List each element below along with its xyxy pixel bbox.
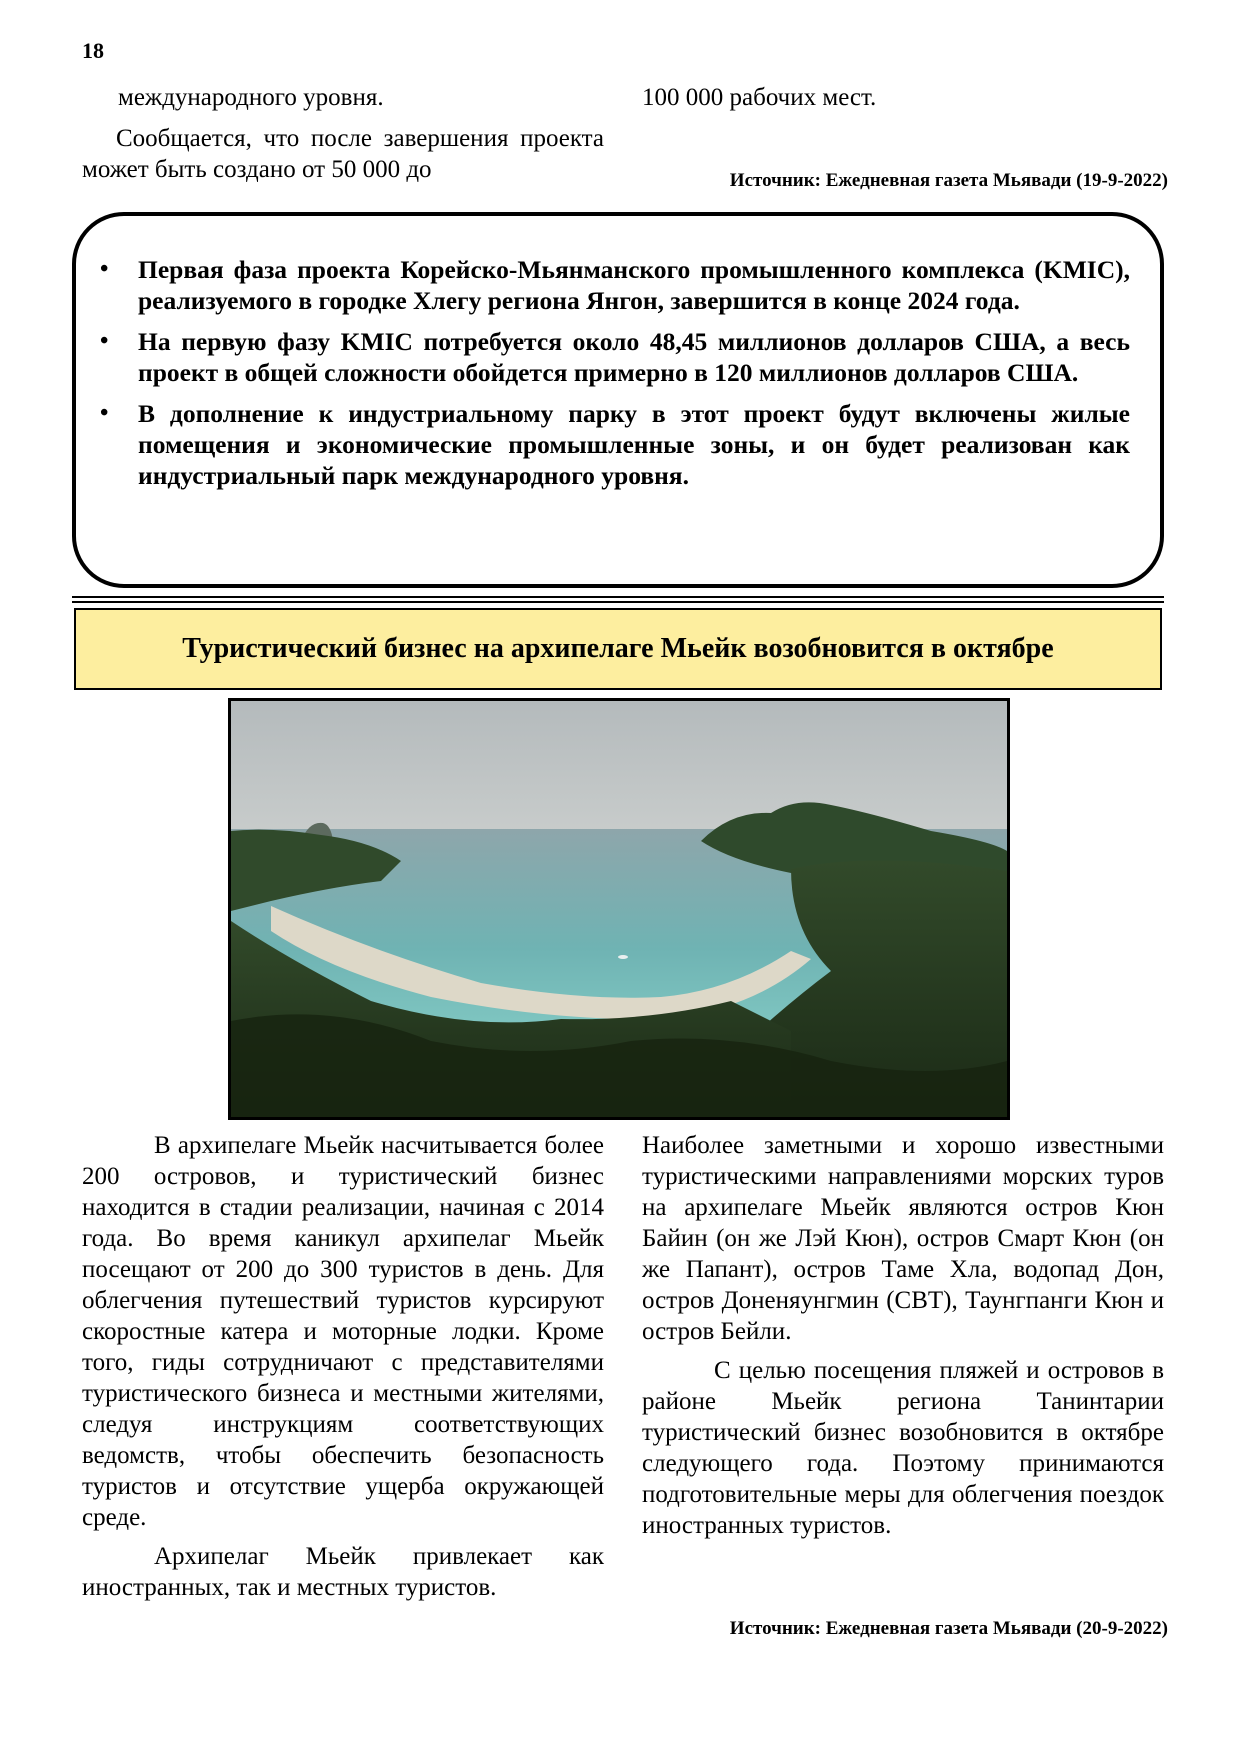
article-right-column [642, 1130, 1164, 1541]
summary-bullet: • На первую фазу KMIC потребуется около 48,45 миллионов долларов США, а весь проект в общей сложности обойдется примерно в 120 миллионов долларов США. [138, 326, 1130, 388]
article-headline-banner [74, 608, 1162, 690]
paragraph: 100 000 рабочих мест. [642, 84, 877, 111]
summary-bullet-list [76, 216, 1160, 491]
island-bay-photo [228, 698, 1010, 1120]
prev-article-left-column [82, 82, 604, 185]
page-number: 18 [82, 38, 104, 63]
article-source: Источник: Ежедневная газета Мьявади (20-9-2022) [729, 1618, 1168, 1639]
paragraph: международного уровня. [118, 84, 384, 111]
paragraph: Сообщается, что после завершения проекта может быть создано от 50 000 до [82, 125, 604, 183]
article-left-column [82, 1130, 604, 1603]
paragraph: Наиболее заметными и хорошо известными туристическими направлениями морских туров на архипелаге Мьейк являются остров Кюн Байин (он же Лэй Кюн), остров Смарт Кюн (он же Папант), остров Таме Хла, водопад Дон, остров Доненяунгмин (CBT), Таунгпанги Кюн и остров Бейли. [642, 1132, 1164, 1345]
prev-article-source: Источник: Ежедневная газета Мьявади (19-9-2022) [729, 170, 1168, 191]
prev-article-right-column [642, 82, 1164, 113]
article-headline: Туристический бизнес на архипелаге Мьейк возобновится в октябре [182, 633, 1054, 664]
divider-rule [72, 601, 1164, 603]
summary-bullet: • Первая фаза проекта Корейско-Мьянманского промышленного комплекса (KMIC), реализуемого в городке Хлегу региона Янгон, завершится в конце 2024 года. [138, 254, 1130, 316]
summary-box [72, 212, 1164, 588]
paragraph: С целью посещения пляжей и островов в районе Мьейк региона Танинтарии туристический бизнес возобновится в октябре следующего года. Поэтому принимаются подготовительные меры для облегчения поездок иностранных туристов. [642, 1357, 1164, 1539]
paragraph: В архипелаге Мьейк насчитывается более 200 островов, и туристический бизнес находится в стадии реализации, начиная с 2014 года. Во время каникул архипелаг Мьейк посещают от 200 до 300 туристов в день. Для облегчения путешествий туристов курсируют скоростные катера и моторные лодки. Кроме того, гиды сотрудничают с представителями туристического бизнеса и местными жителями, следуя инструкциям соответствующих ведомств, чтобы обеспечить безопасность туристов и отсутствие ущерба окружающей среде. [82, 1132, 604, 1531]
divider-rule [72, 596, 1164, 598]
summary-bullet: • В дополнение к индустриальному парку в этот проект будут включены жилые помещения и экономические промышленные зоны, и он будет реализован как индустриальный парк международного уровня. [138, 398, 1130, 491]
paragraph: Архипелаг Мьейк привлекает как иностранных, так и местных туристов. [82, 1543, 604, 1601]
